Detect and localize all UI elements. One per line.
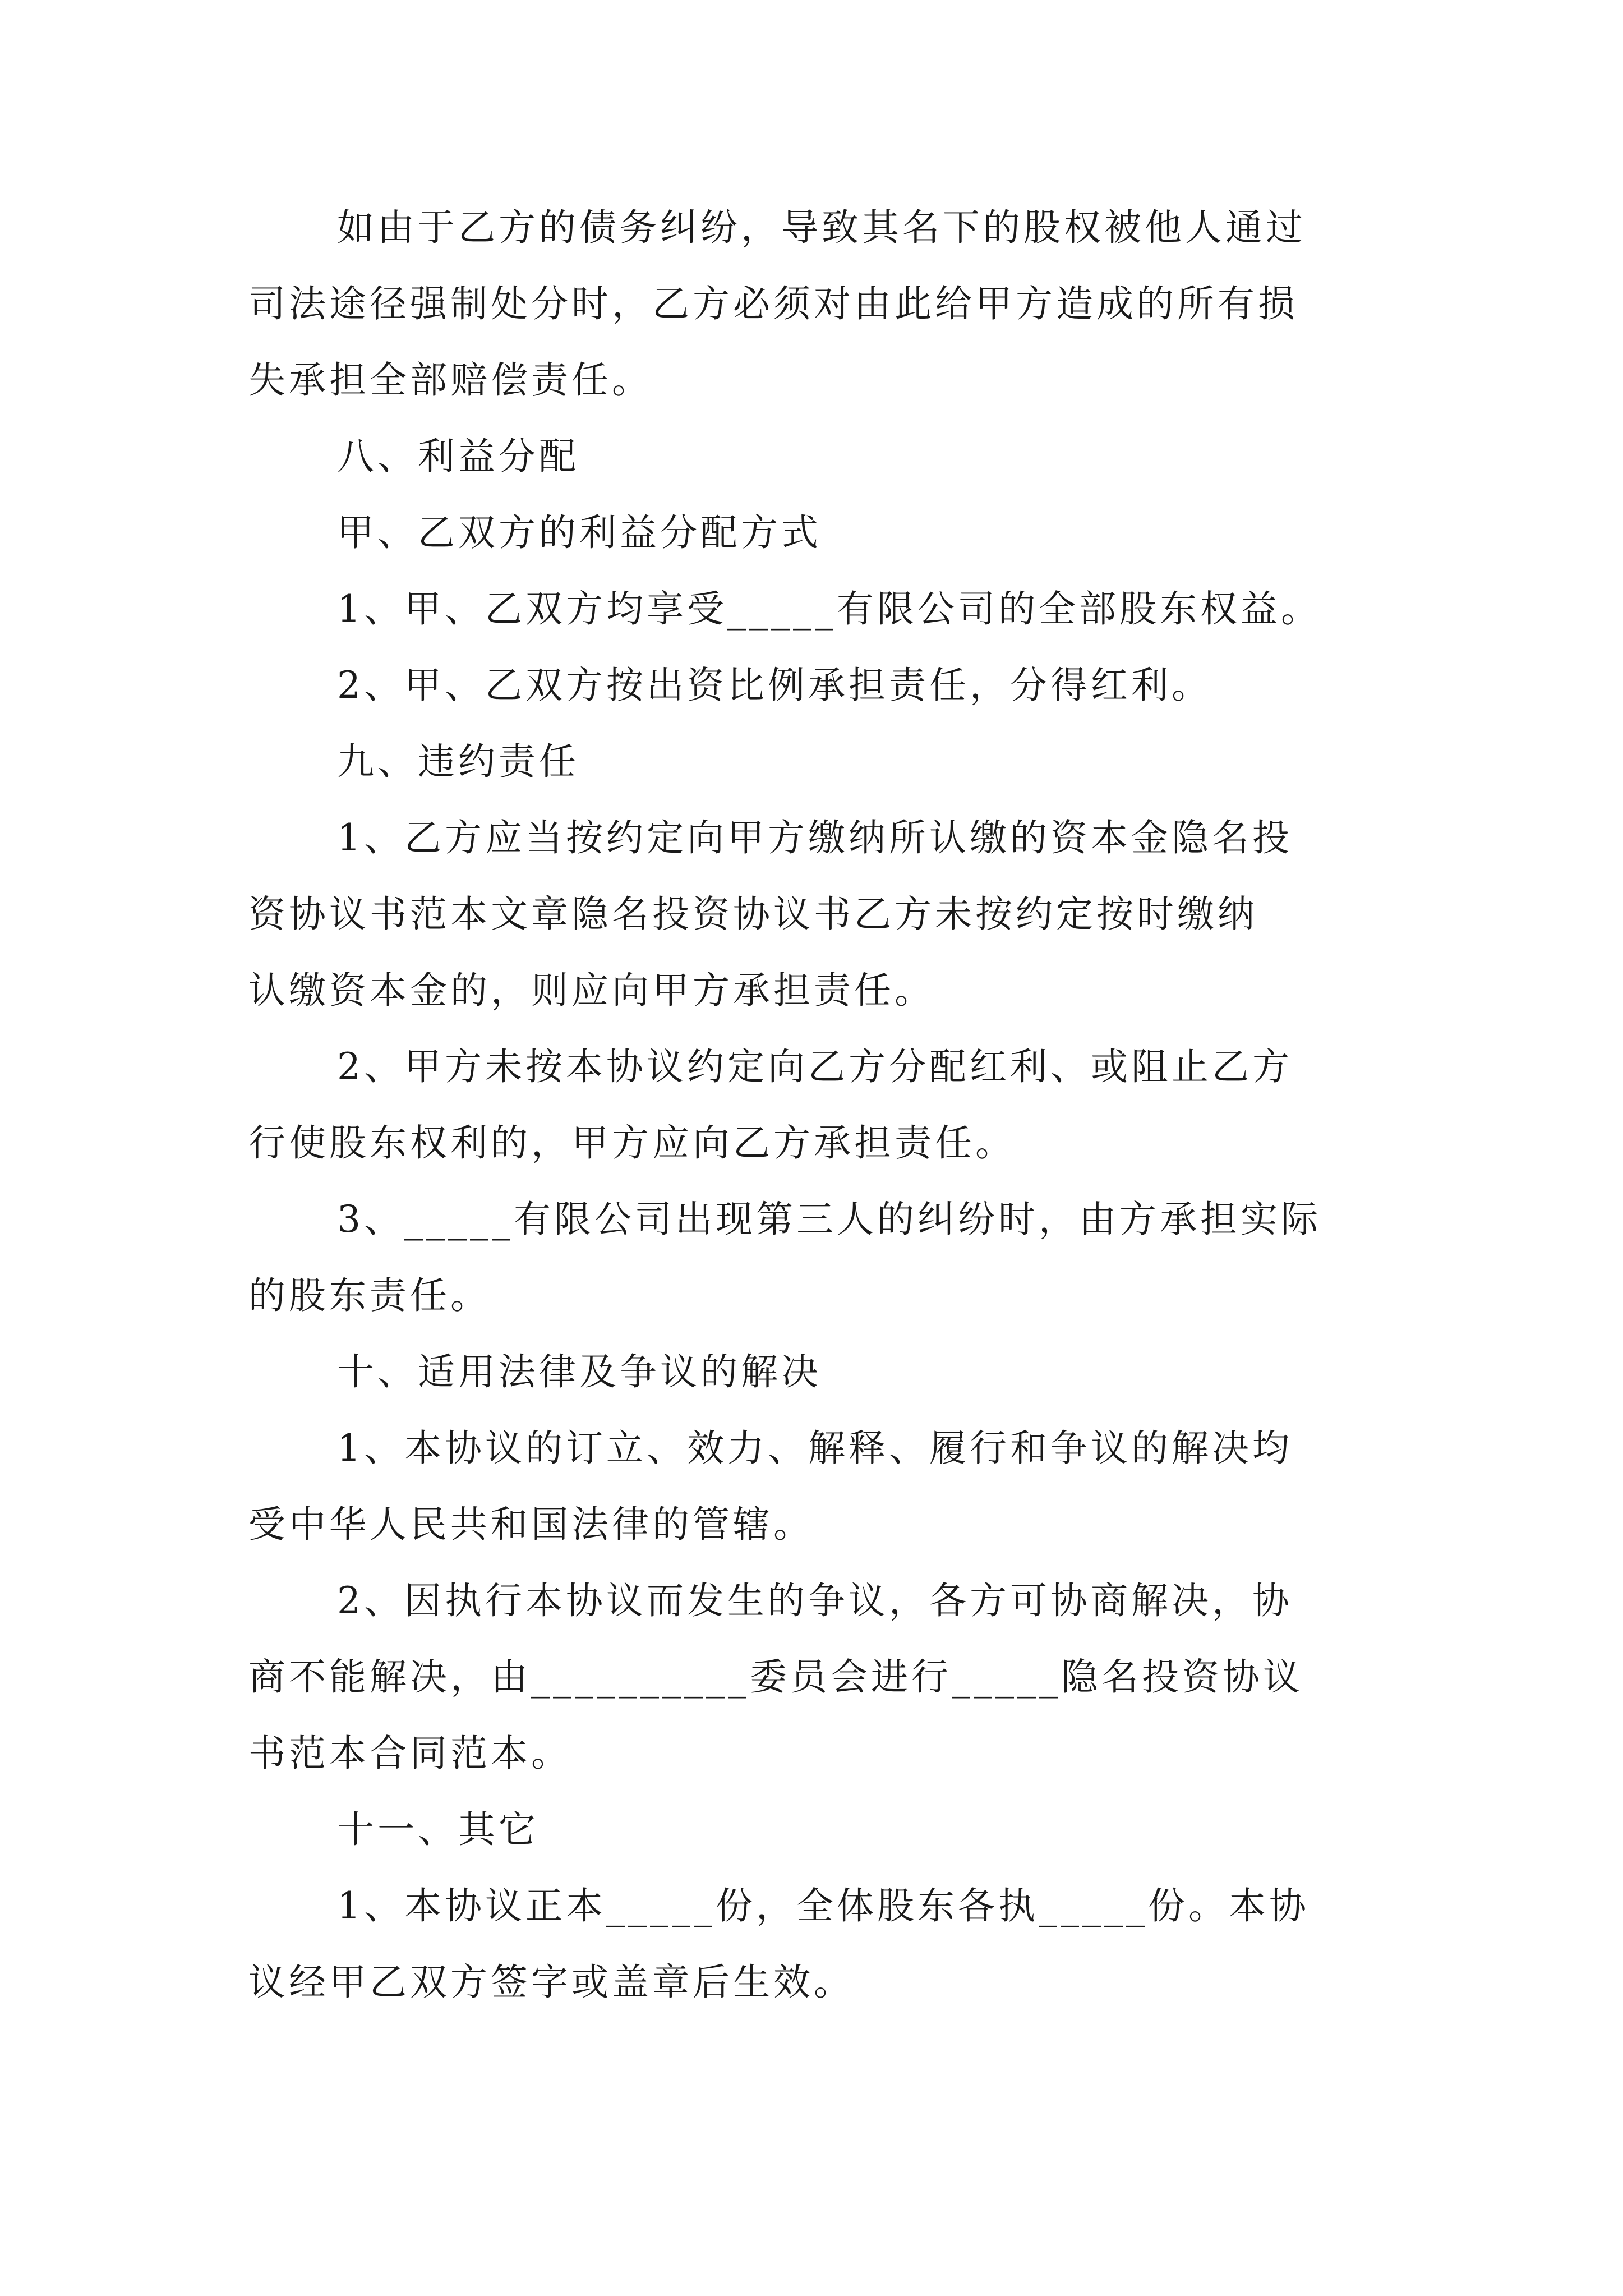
list-item: 2、因执行本协议而发生的争议，各方可协商解决，协	[337, 1579, 1293, 1622]
list-item: 1、乙方应当按约定向甲方缴纳所认缴的资本金隐名投	[337, 816, 1293, 859]
paragraph-line: 甲、乙双方的利益分配方式	[337, 511, 822, 554]
section-heading: 十一、其它	[337, 1808, 539, 1851]
document-body	[248, 206, 1387, 2040]
paragraph-line: 如由于乙方的债务纠纷，导致其名下的股权被他人通过	[337, 206, 1306, 249]
list-item: 1、甲、乙双方均享受_____有限公司的全部股东权益。	[337, 587, 1321, 631]
paragraph-line: 司法途径强制处分时，乙方必须对由此给甲方造成的所有损	[248, 282, 1298, 325]
list-item: 1、本协议的订立、效力、解释、履行和争议的解决均	[337, 1427, 1293, 1470]
paragraph-line: 认缴资本金的，则应向甲方承担责任。	[248, 969, 935, 1012]
paragraph-line: 失承担全部赔偿责任。	[248, 358, 652, 402]
paragraph-line: 的股东责任。	[248, 1274, 491, 1317]
section-heading: 十、适用法律及争议的解决	[337, 1350, 822, 1393]
paragraph-line: 行使股东权利的，甲方应向乙方承担责任。	[248, 1121, 1016, 1165]
list-item: 2、甲、乙双方按出资比例承担责任，分得红利。	[337, 664, 1212, 707]
list-item: 2、甲方未按本协议约定向乙方分配红利、或阻止乙方	[337, 1045, 1293, 1088]
section-heading: 八、利益分配	[337, 435, 579, 478]
paragraph-line: 资协议书范本文章隐名投资协议书乙方未按约定按时缴纳	[248, 892, 1258, 936]
paragraph-line: 议经甲乙双方签字或盖章后生效。	[248, 1961, 854, 2004]
list-item: 3、_____有限公司出现第三人的纠纷时，由方承担实际	[337, 1198, 1321, 1241]
paragraph-line: 商不能解决，由__________委员会进行_____隐名投资协议	[248, 1655, 1303, 1699]
list-item: 1、本协议正本_____份，全体股东各执_____份。本协	[337, 1884, 1310, 1927]
paragraph-line: 书范本合同范本。	[248, 1732, 571, 1775]
section-heading: 九、违约责任	[337, 740, 579, 783]
paragraph-line: 受中华人民共和国法律的管辖。	[248, 1503, 814, 1546]
